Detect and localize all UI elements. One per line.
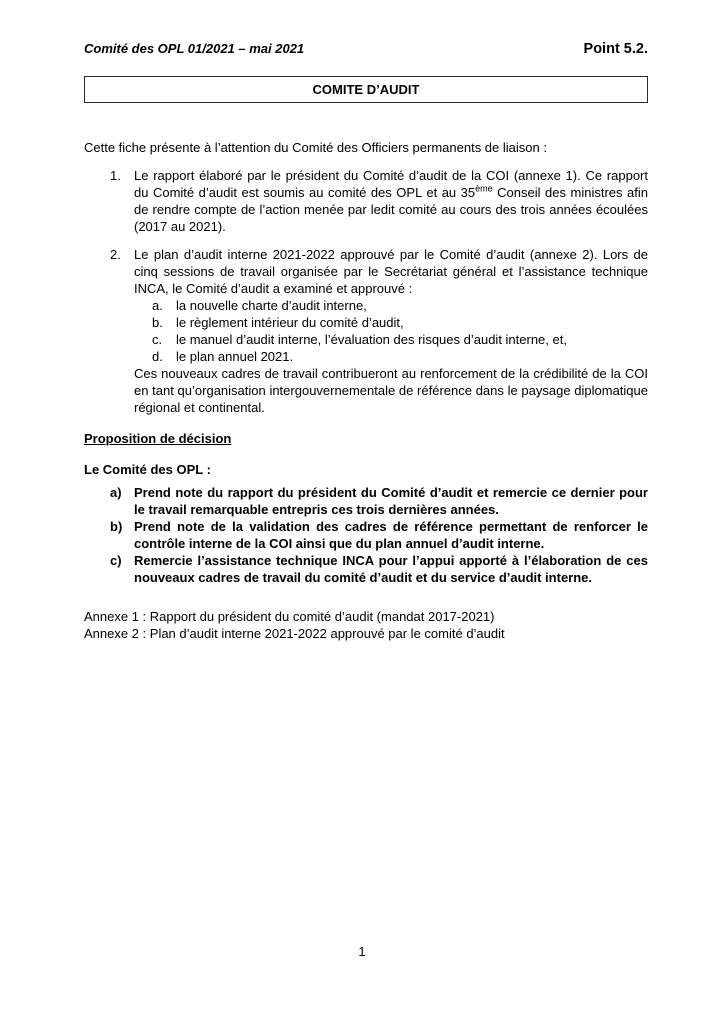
decision-intro: Le Comité des OPL : xyxy=(84,462,211,477)
decision-item-c xyxy=(110,552,648,586)
annexe-line-1: Annexe 1 : Rapport du président du comité d’audit (mandat 2017-2021) xyxy=(84,609,495,624)
decision-item-b xyxy=(110,518,648,552)
decision-item-letter: c) xyxy=(110,553,122,568)
title-box xyxy=(84,76,648,103)
decision-list xyxy=(84,484,648,586)
page-number: 1 xyxy=(358,944,366,959)
sub-item-text: le plan annuel 2021. xyxy=(176,349,294,364)
item-number: 1. xyxy=(110,168,121,183)
annexe-line-2: Annexe 2 : Plan d’audit interne 2021-2022 approuvé par le comité d’audit xyxy=(84,626,505,641)
sub-item-a xyxy=(152,297,648,314)
sub-item-letter: d. xyxy=(152,349,163,364)
sub-item-letter: b. xyxy=(152,315,163,330)
ordinal-superscript: ème xyxy=(475,183,493,194)
intro-paragraph: Cette fiche présente à l’attention du Comité des Officiers permanents de liaison : xyxy=(84,140,547,155)
decision-item-text: Prend note du rapport du président du Comité d’audit et remercie ce dernier pour le travail remarquable entrepris ces trois dernières années. xyxy=(134,485,648,517)
item-text-end: Conseil des ministres afin de rendre compte de l’action menée par ledit comité au cours des trois années écoulées (2017 au 2021). xyxy=(134,185,648,234)
page-header xyxy=(84,40,648,58)
item-text-start: Le rapport élaboré par le président du Comité d’audit de la COI (annexe 1). Ce rapport du Comité d’audit est soumis au comité des OPL et au 35 xyxy=(134,168,648,200)
numbered-item-2 xyxy=(110,246,648,297)
annexes-section xyxy=(84,608,648,642)
sub-item-letter: a. xyxy=(152,298,163,313)
item-text xyxy=(134,167,648,235)
document-title: COMITE D’AUDIT xyxy=(312,82,420,97)
decision-item-a xyxy=(110,484,648,518)
document-reference: Comité des OPL 01/2021 – mai 2021 xyxy=(84,41,305,56)
sub-item-d xyxy=(152,348,648,365)
decision-item-letter: b) xyxy=(110,519,123,534)
decision-heading: Proposition de décision xyxy=(84,431,232,446)
agenda-point: Point 5.2. xyxy=(583,41,648,57)
sub-item-letter: c. xyxy=(152,332,163,347)
sub-item-text: le manuel d’audit interne, l’évaluation des risques d’audit interne, et, xyxy=(176,332,567,347)
item-number: 2. xyxy=(110,247,121,262)
item-text: Le plan d’audit interne 2021-2022 approuvé par le Comité d’audit (annexe 2). Lors de cinq sessions de travail organisée par le Secrétariat général et l’assistance technique INCA, le Comité d’audit a examiné et approuvé : xyxy=(134,247,648,296)
decision-item-letter: a) xyxy=(110,485,122,500)
sub-item-b xyxy=(152,314,648,331)
decision-item-text: Remercie l’assistance technique INCA pour l’appui apporté à l’élaboration de ces nouveaux cadres de travail du comité d’audit et du service d’audit interne. xyxy=(134,553,648,585)
sub-item-text: le règlement intérieur du comité d’audit, xyxy=(176,315,404,330)
continuation-paragraph: Ces nouveaux cadres de travail contribueront au renforcement de la crédibilité de la COI en tant qu’organisation intergouvernementale de référence dans le paysage diplomatique régional et continental. xyxy=(134,366,648,415)
sub-item-text: la nouvelle charte d’audit interne, xyxy=(176,298,367,313)
sub-item-c xyxy=(152,331,648,348)
numbered-item-1 xyxy=(110,167,648,235)
decision-item-text: Prend note de la validation des cadres de référence permettant de renforcer le contrôle interne de la COI ainsi que du plan annuel d’audit interne. xyxy=(134,519,648,551)
